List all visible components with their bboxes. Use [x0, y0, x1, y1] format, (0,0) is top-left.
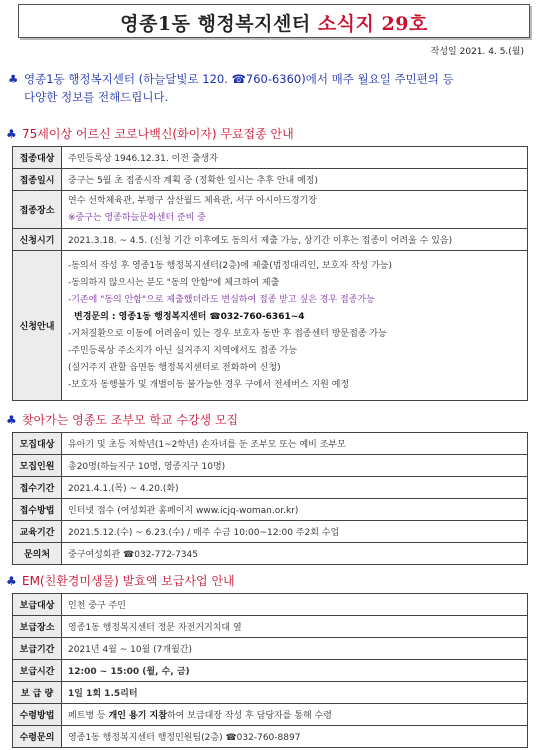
row-label: 신청안내 [13, 251, 62, 401]
club-icon: ♣ [6, 413, 17, 427]
title-main: 영종1동 행정복지센터 [120, 13, 311, 35]
section2-heading [6, 411, 238, 428]
row-label: 보급대상 [13, 594, 62, 616]
row-value [62, 191, 528, 229]
table-row [13, 682, 528, 704]
table-row [13, 433, 528, 455]
table-row [13, 147, 528, 169]
table-row [13, 455, 528, 477]
venue-line: 연수 선학체육관, 부평구 삼산월드 체육관, 서구 아시아드경기장 [68, 195, 317, 206]
section3-heading [6, 572, 235, 589]
title-box [18, 4, 530, 38]
club-icon: ♣ [6, 574, 17, 588]
guide-line: -동의서 작성 후 영종1동 행정복지센터(2층)에 제출(법정대리인, 보호자 작성 가능) [68, 260, 393, 271]
row-label: 교육기간 [13, 521, 62, 543]
row-label: 수령방법 [13, 704, 62, 726]
club-icon: ♣ [8, 72, 19, 86]
page-title [19, 9, 529, 36]
guide-line: -동의하지 않으시는 분도 "동의 안함"에 체크하여 제출 [68, 277, 280, 288]
row-label: 접종대상 [13, 147, 62, 169]
table-row [13, 499, 528, 521]
guide-line: -주민등록상 주소지가 아닌 실거주지 지역에서도 접종 가능 [68, 345, 298, 356]
club-icon: ♣ [6, 127, 17, 141]
row-label: 접수방법 [13, 499, 62, 521]
date-label: 작성일 2021. 4. 5.(월) [430, 47, 524, 57]
row-label: 문의처 [13, 543, 62, 565]
row-value: 2021.5.12.(수) ~ 6.23.(수) / 매주 수금 10:00~12:00 주2회 수업 [62, 521, 528, 543]
guide-line: -기존에 "동의 안함"으로 제출했더라도 변심하여 접종 받고 싶은 경우 접종가능 [68, 294, 375, 305]
intro-text [8, 70, 528, 106]
row-value: 유아기 및 초등 저학년(1~2학년) 손자녀를 둔 조부모 또는 예비 조부모 [62, 433, 528, 455]
value-pre: 페트병 등 [68, 711, 109, 721]
value-post: 하여 보급대장 작성 후 담당자를 통해 수령 [166, 711, 332, 721]
guide-line: (실거주지 관할 읍면동 행정복지센터로 전화하여 신청) [68, 362, 281, 373]
row-value: 중구여성회관 ☎032-772-7345 [62, 543, 528, 565]
title-highlight: 소식지 29호 [317, 13, 428, 35]
row-value [62, 251, 528, 401]
table-row [13, 477, 528, 499]
intro-line-2: 다양한 정보를 전해드립니다. [24, 90, 169, 104]
table-row [13, 616, 528, 638]
row-value: 2021년 4월 ~ 10월 (7개월간) [62, 638, 528, 660]
value-bold: 개인 용기 지참 [108, 711, 167, 721]
row-label: 보 급 량 [13, 682, 62, 704]
row-value: 영종1동 행정복지센터 행정민원팀(2층) ☎032-760-8897 [62, 726, 528, 748]
row-value: 1일 1회 1.5리터 [62, 682, 528, 704]
guide-line: -보호자 동행불가 및 개별이동 불가능한 경우 구에서 전세버스 지원 예정 [68, 379, 350, 390]
row-value: 2021.4.1.(목) ~ 4.20.(화) [62, 477, 528, 499]
row-value: 12:00 ~ 15:00 (월, 수, 금) [62, 660, 528, 682]
row-label: 보급기간 [13, 638, 62, 660]
table-row [13, 594, 528, 616]
venue-note: ※중구는 영종하늘문화센터 준비 중 [68, 212, 206, 223]
row-value: 총20명(하늘지구 10명, 영종지구 10명) [62, 455, 528, 477]
row-label: 보급장소 [13, 616, 62, 638]
table-row [13, 704, 528, 726]
section2-table [12, 432, 528, 565]
table-row [13, 660, 528, 682]
row-label: 접종장소 [13, 191, 62, 229]
section1-heading [6, 125, 294, 142]
table-row [13, 191, 528, 229]
row-label: 모집대상 [13, 433, 62, 455]
table-row [13, 726, 528, 748]
row-label: 수령문의 [13, 726, 62, 748]
row-value [62, 704, 528, 726]
table-row [13, 521, 528, 543]
guide-line: -거처질환으로 이동에 어려움이 있는 경우 보호자 동반 후 접종센터 방문접종 가능 [68, 328, 387, 339]
row-label: 신청시기 [13, 229, 62, 251]
row-value: 영종1동 행정복지센터 정문 자전거거치대 옆 [62, 616, 528, 638]
row-label: 모집인원 [13, 455, 62, 477]
row-value: 인터넷 접수 (여성회관 홈페이지 www.icjq-woman.or.kr) [62, 499, 528, 521]
guide-line: 변경문의 : 영종1동 행정복지센터 ☎032-760-6361~4 [74, 311, 305, 322]
section3-table [12, 593, 528, 748]
section1-table [12, 146, 528, 401]
row-value: 주민등록상 1946.12.31. 이전 출생자 [62, 147, 528, 169]
row-value: 중구는 5월 초 접종시작 계획 중 (정확한 일시는 추후 안내 예정) [62, 169, 528, 191]
intro-line-1: 영종1동 행정복지센터 (하늘달빛로 120. ☎760-6360)에서 매주 월요일 주민편의 등 [24, 72, 454, 86]
section1-heading-text: 75세이상 어르신 코로나백신(화이자) 무료접종 안내 [22, 127, 294, 141]
row-value: 인천 중구 주민 [62, 594, 528, 616]
table-row [13, 169, 528, 191]
table-row [13, 251, 528, 401]
row-label: 접종일시 [13, 169, 62, 191]
row-value: 2021.3.18. ~ 4.5. (신청 기간 이후에도 동의서 제출 가능, 상기간 이후는 접종이 어려울 수 있음) [62, 229, 528, 251]
section2-heading-text: 찾아가는 영종도 조부모 학교 수강생 모집 [22, 413, 239, 427]
table-row [13, 638, 528, 660]
table-row [13, 229, 528, 251]
table-row [13, 543, 528, 565]
section3-heading-text: EM(친환경미생물) 발효액 보급사업 안내 [22, 574, 235, 588]
row-label: 보급시간 [13, 660, 62, 682]
row-label: 접수기간 [13, 477, 62, 499]
